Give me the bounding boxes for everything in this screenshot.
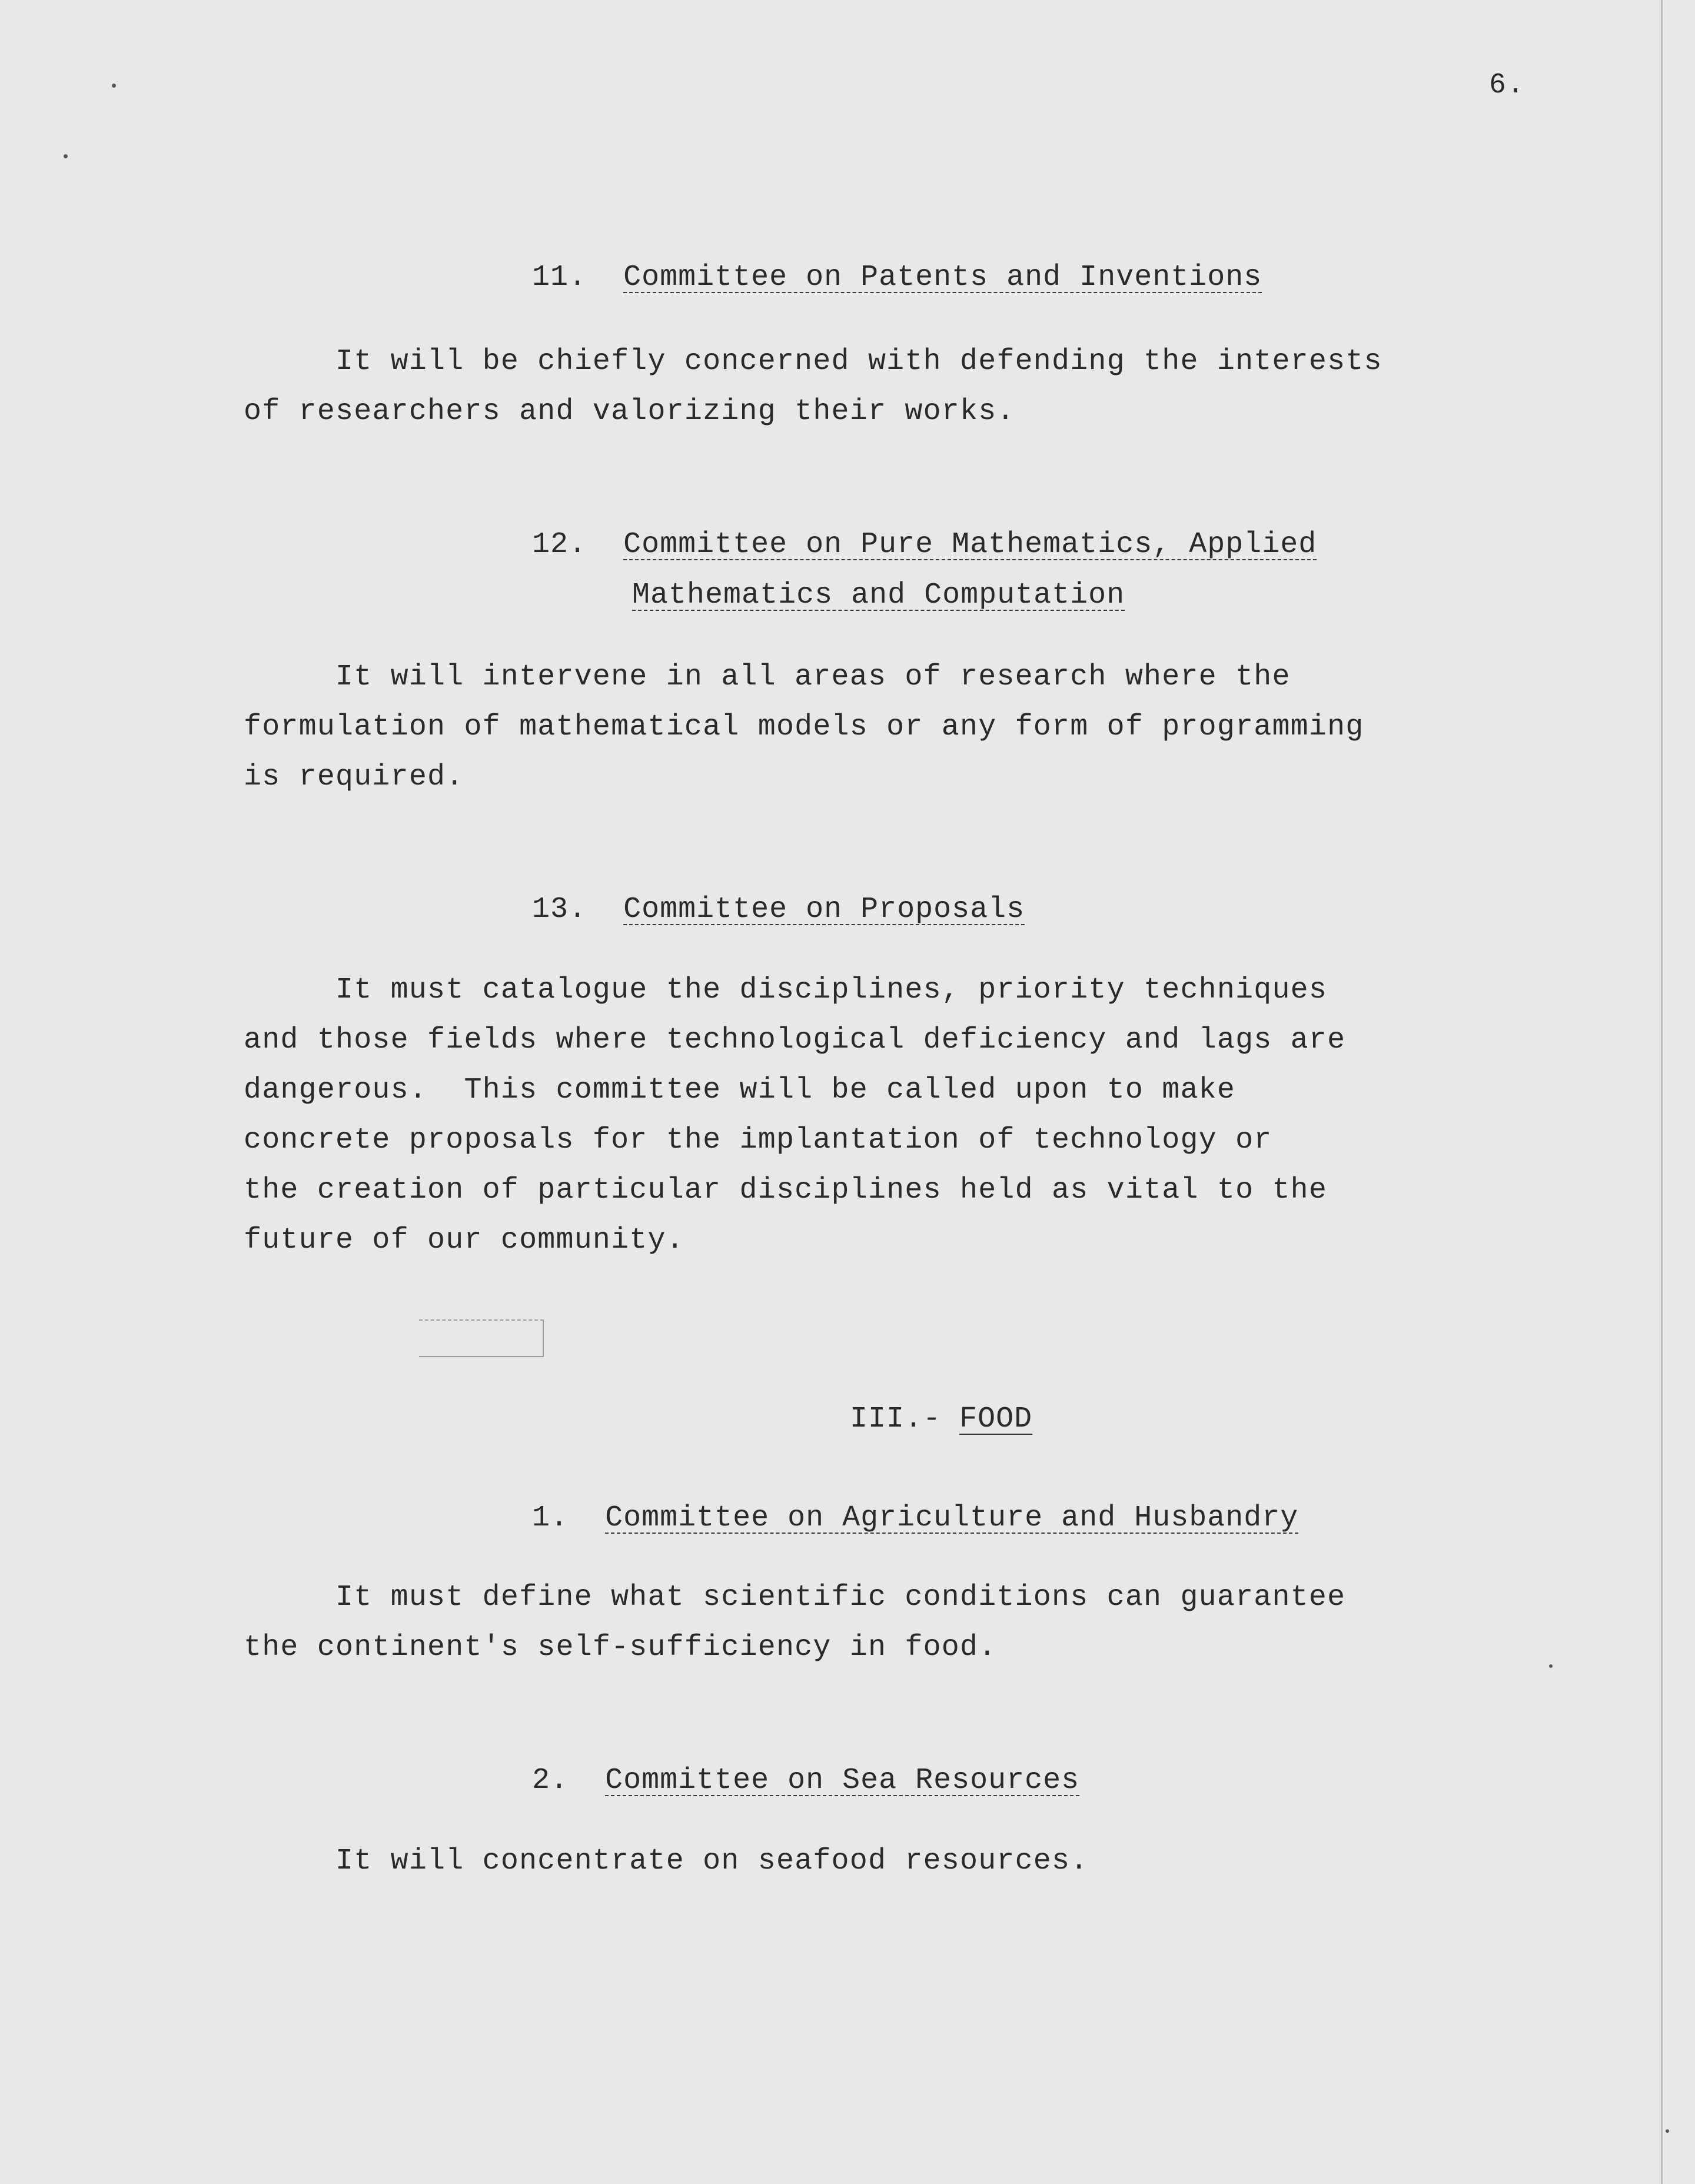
body-line: It will be chiefly concerned with defending the interests <box>244 345 1382 378</box>
section-title: Committee on Proposals <box>623 893 1025 926</box>
section-title: Committee on Sea Resources <box>605 1764 1080 1797</box>
page-edge-rule <box>1661 0 1663 2184</box>
body-line: the continent's self-sufficiency in food. <box>244 1631 997 1664</box>
body-line: the creation of particular disciplines held as vital to the <box>244 1174 1328 1207</box>
body-line: concrete proposals for the implantation of technology or <box>244 1123 1272 1157</box>
part-title: FOOD <box>959 1402 1033 1436</box>
section-13-body <box>244 965 1345 1265</box>
section-11-heading <box>459 227 1262 328</box>
section-number: 11. <box>532 261 587 294</box>
food-section-1-heading <box>459 1468 1298 1568</box>
body-line: future of our community. <box>244 1224 684 1257</box>
faint-stamp-mark <box>419 1319 544 1357</box>
section-title: Committee on Pure Mathematics, Applied <box>623 528 1317 561</box>
section-12-heading-line-2 <box>559 545 1125 646</box>
body-line: dangerous. This committee will be called upon to make <box>244 1073 1236 1107</box>
section-number: 1. <box>532 1501 569 1535</box>
section-number: 2. <box>532 1764 569 1797</box>
section-11-body <box>244 337 1382 437</box>
body-line: is required. <box>244 760 464 794</box>
section-title: Committee on Agriculture and Husbandry <box>605 1501 1299 1535</box>
part-heading <box>777 1369 1032 1470</box>
body-line: formulation of mathematical models or any form of programming <box>244 710 1364 744</box>
body-line: It will intervene in all areas of research where the <box>244 660 1291 694</box>
scan-speck <box>1666 2129 1669 2133</box>
body-line: It must define what scientific conditions can guarantee <box>244 1581 1346 1614</box>
section-number: 12. <box>532 528 587 561</box>
food-section-2-body <box>244 1836 1088 1886</box>
page-number: 6. <box>1489 69 1526 101</box>
scan-speck <box>1549 1664 1553 1668</box>
section-12-body <box>244 652 1364 802</box>
scan-speck <box>64 154 68 158</box>
section-13-heading <box>459 859 1025 960</box>
body-line: It must catalogue the disciplines, priority techniques <box>244 973 1328 1007</box>
section-title: Mathematics and Computation <box>632 579 1125 612</box>
food-section-2-heading <box>459 1730 1079 1831</box>
section-number: 13. <box>532 893 587 926</box>
body-line: of researchers and valorizing their works. <box>244 395 1015 428</box>
food-section-1-body <box>244 1573 1345 1673</box>
body-line: It will concentrate on seafood resources. <box>244 1844 1089 1878</box>
body-line: and those fields where technological deficiency and lags are <box>244 1023 1346 1057</box>
scan-speck <box>112 84 116 88</box>
section-title: Committee on Patents and Inventions <box>623 261 1262 294</box>
part-prefix: III.- <box>850 1402 960 1436</box>
